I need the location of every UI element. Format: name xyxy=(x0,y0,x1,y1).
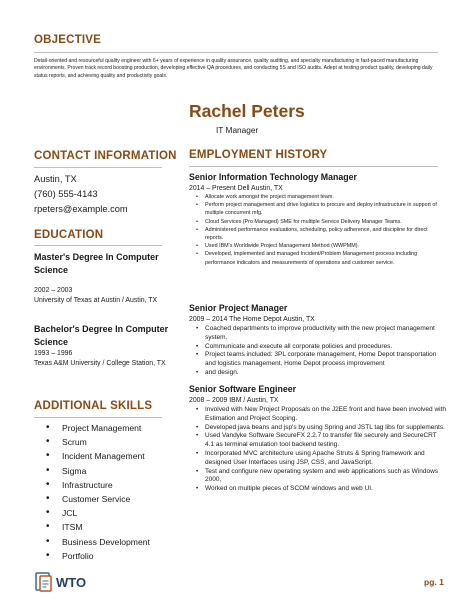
job-bullet: • Cloud Services (Pro Managed) SME for multiple Service Delivery Manager Teams. xyxy=(189,218,447,226)
skill-item: • Portfolio xyxy=(34,549,150,563)
candidate-role: IT Manager xyxy=(216,125,259,135)
job-bullet: • Communicate and execute all corporate policies and procedures. xyxy=(189,343,447,352)
job-bullet: • Used Vandyke Software SecureFX 2.2.7 to transfer file securely and SecureCRT 4.1 as terminal emulation tool backend testing. xyxy=(189,432,447,450)
contact-block xyxy=(34,172,128,217)
education-years: 2002 – 2003 xyxy=(34,287,73,294)
contact-phone: (760) 555-4143 xyxy=(34,189,98,199)
contact-heading: CONTACT INFORMATION xyxy=(34,150,177,162)
skills-divider xyxy=(34,417,162,418)
contact-location: Austin, TX xyxy=(34,174,77,184)
education-heading: EDUCATION xyxy=(34,229,104,241)
contact-divider xyxy=(34,167,162,168)
job-bullet: • Involved with New Project Proposals on the J2EE front and have been involved with Estimation and Project Scoping. xyxy=(189,406,447,424)
contact-email: rpeters@example.com xyxy=(34,204,128,214)
job-bullets xyxy=(189,325,447,378)
job-meta: 2009 – 2014 The Home Depot Austin, TX xyxy=(189,316,315,323)
skill-item: • Business Development xyxy=(34,535,150,549)
skill-item: • JCL xyxy=(34,506,150,520)
education-years: 1993 – 1996 xyxy=(34,350,73,357)
employment-heading: EMPLOYMENT HISTORY xyxy=(189,149,328,161)
footer-logo-text: WTO xyxy=(56,574,87,590)
education-degree: Master's Degree In Computer Science xyxy=(34,252,159,275)
job-bullet: • Test and configure new operating system and web applications such as Windows 2000, xyxy=(189,468,447,486)
objective-heading: OBJECTIVE xyxy=(34,34,101,46)
job-bullet: • Incorporated MVC architecture using Apache Struts & Spring framework and designed User Interfaces using JSP, CSS, and JavaScript. xyxy=(189,450,447,468)
job-bullet: • Developed, implemented and managed Incident/Problem Management process including performance indicators and measurements of operations and customer service. xyxy=(189,250,447,266)
skill-item: • Sigma xyxy=(34,464,150,478)
education-entry xyxy=(34,251,174,306)
objective-text: Detail-oriented and resourceful quality engineer with 6+ years of experience in quality assurance, quality auditing, and specialty manufacturing in fast-paced manufacturing environments. Proven track record boosting production, developing effective QA procedures, and conducting 5S and ISO audits. Adept at testing product quality, developing daily status reports, and achieving quality and productivity goals. xyxy=(34,58,433,79)
job-title: Senior Information Technology Manager xyxy=(189,172,357,182)
page-number: pg. 1 xyxy=(424,577,444,587)
job-bullet: • Perform project management and drive logistics to procure and deploy infrastructure in support of multiple concurrent mfg. xyxy=(189,201,447,217)
job-bullet: • Project teams included: 3PL corporate management, Home Depot transportation and logistics management, Home Depot process improvement xyxy=(189,351,447,369)
job-entry xyxy=(189,303,447,378)
employment-divider xyxy=(189,166,438,167)
job-meta: 2014 – Present Dell Austin, TX xyxy=(189,185,283,192)
skill-item: • Scrum xyxy=(34,435,150,449)
education-degree: Bachelor's Degree In Computer Science xyxy=(34,324,169,347)
job-bullets xyxy=(189,193,447,267)
job-bullet: • Coached departments to improve productivity with the new project management system. xyxy=(189,325,447,343)
footer-logo xyxy=(34,572,86,592)
job-title: Senior Software Engineer xyxy=(189,384,297,394)
job-title: Senior Project Manager xyxy=(189,303,288,313)
skill-item: • Incident Management xyxy=(34,449,150,463)
skill-item: • Customer Service xyxy=(34,492,150,506)
skill-item: • Infrastructure xyxy=(34,478,150,492)
skills-heading: ADDITIONAL SKILLS xyxy=(34,400,153,412)
education-school: Texas A&M University / College Station, TX xyxy=(34,360,166,367)
job-entry xyxy=(189,384,447,494)
candidate-name: Rachel Peters xyxy=(189,101,305,121)
job-bullet: • Administered performance evaluations, scheduling, policy adherence, and discipline for direct reports. xyxy=(189,226,447,242)
education-entry xyxy=(34,323,174,369)
job-entry xyxy=(189,172,447,267)
job-meta: 2008 – 2009 IBM / Austin, TX xyxy=(189,397,279,404)
job-bullet: • Allocate work amongst the project management team. xyxy=(189,193,447,201)
skill-item: • ITSM xyxy=(34,520,150,534)
job-bullet: • and design. xyxy=(189,369,447,378)
education-school: University of Texas at Austin / Austin, TX xyxy=(34,297,158,304)
job-bullet: • Used IBM's Worldwide Project Management Method (WWPMM). xyxy=(189,242,447,250)
education-divider xyxy=(34,245,162,246)
job-bullets xyxy=(189,406,447,494)
objective-divider xyxy=(34,52,438,53)
job-bullet: • Worked on multiple pieces of SCOM windows and web UI. xyxy=(189,485,447,494)
skills-list xyxy=(34,421,150,563)
job-bullet: • Developed java beans and jsp's by using Spring and JSTL tag libs for supplements. xyxy=(189,424,447,433)
document-logo-icon xyxy=(34,572,54,592)
skill-item: • Project Management xyxy=(34,421,150,435)
